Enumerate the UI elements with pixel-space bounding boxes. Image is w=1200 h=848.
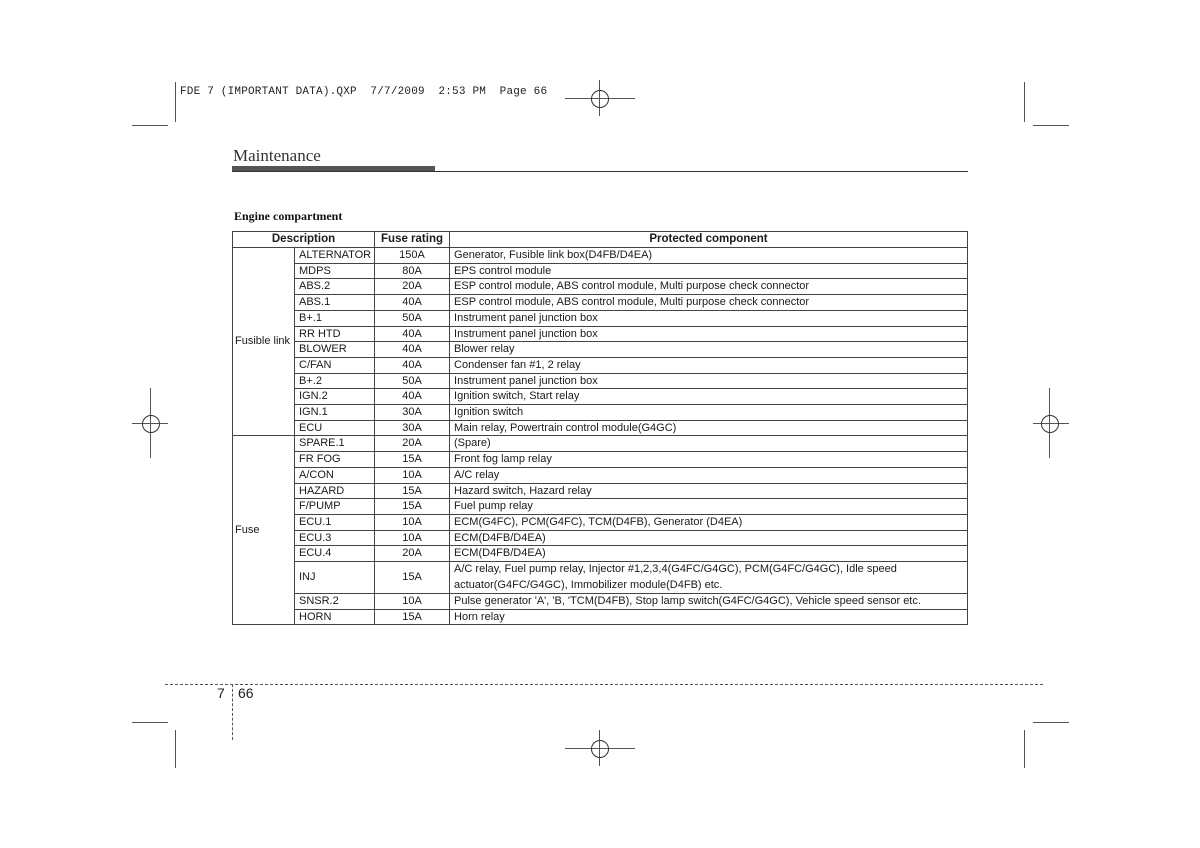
crop-mark	[1033, 125, 1069, 126]
protected-component: EPS control module	[450, 263, 968, 279]
registration-circle-icon	[1041, 415, 1059, 433]
protected-component: Blower relay	[450, 342, 968, 358]
protected-component: Horn relay	[450, 609, 968, 625]
footer-divider	[232, 684, 233, 740]
table-row	[233, 405, 968, 421]
table-row	[233, 436, 968, 452]
fuse-rating: 15A	[375, 609, 450, 625]
table-row	[233, 609, 968, 625]
protected-component: Front fog lamp relay	[450, 452, 968, 468]
fuse-rating: 10A	[375, 467, 450, 483]
fuse-rating: 10A	[375, 514, 450, 530]
fuse-name: ECU.1	[295, 514, 375, 530]
protected-component: Ignition switch, Start relay	[450, 389, 968, 405]
table-row	[233, 263, 968, 279]
column-header-fuse-rating: Fuse rating	[375, 232, 450, 248]
fuse-rating: 40A	[375, 295, 450, 311]
table-row	[233, 357, 968, 373]
table-row	[233, 452, 968, 468]
fuse-rating: 50A	[375, 310, 450, 326]
table-row	[233, 530, 968, 546]
fuse-rating: 15A	[375, 483, 450, 499]
fuse-rating: 150A	[375, 248, 450, 264]
protected-component: Pulse generator 'A', 'B, 'TCM(D4FB), Stop lamp switch(G4FC/G4GC), Vehicle speed sensor etc.	[450, 594, 968, 610]
footer-rule	[165, 684, 1043, 685]
chapter-number: 7	[217, 685, 225, 701]
fuse-name: ABS.2	[295, 279, 375, 295]
fuse-rating: 20A	[375, 546, 450, 562]
table-row	[233, 310, 968, 326]
fuse-name: RR HTD	[295, 326, 375, 342]
table-header-row	[233, 232, 968, 248]
fuse-name: C/FAN	[295, 357, 375, 373]
fuse-rating: 30A	[375, 405, 450, 421]
protected-component: Instrument panel junction box	[450, 310, 968, 326]
fuse-rating: 40A	[375, 326, 450, 342]
header-rule	[232, 171, 968, 172]
protected-component: (Spare)	[450, 436, 968, 452]
fuse-rating: 40A	[375, 389, 450, 405]
table-row	[233, 483, 968, 499]
fuse-table	[232, 231, 968, 625]
crop-mark	[132, 722, 168, 723]
protected-component: ECM(D4FB/D4EA)	[450, 530, 968, 546]
fuse-name: MDPS	[295, 263, 375, 279]
protected-component: A/C relay	[450, 467, 968, 483]
fuse-name: INJ	[295, 562, 375, 594]
column-header-description: Description	[233, 232, 375, 248]
table-body	[233, 248, 968, 625]
registration-circle-icon	[591, 90, 609, 108]
protected-component: A/C relay, Fuel pump relay, Injector #1,2,3,4(G4FC/G4GC), PCM(G4FC/G4GC), Idle speed actuator(G4FC/G4GC), Immobilizer module(D4FB) etc.	[450, 562, 968, 594]
fuse-name: ABS.1	[295, 295, 375, 311]
table-row	[233, 279, 968, 295]
fuse-rating: 30A	[375, 420, 450, 436]
protected-component: Instrument panel junction box	[450, 326, 968, 342]
table-row	[233, 499, 968, 515]
protected-component: Main relay, Powertrain control module(G4GC)	[450, 420, 968, 436]
table-row	[233, 373, 968, 389]
table-row	[233, 389, 968, 405]
fuse-rating: 15A	[375, 499, 450, 515]
protected-component: ECM(D4FB/D4EA)	[450, 546, 968, 562]
crop-mark	[1033, 722, 1069, 723]
fuse-name: IGN.1	[295, 405, 375, 421]
table-row	[233, 546, 968, 562]
table-row	[233, 326, 968, 342]
table-row	[233, 562, 968, 594]
fuse-name: BLOWER	[295, 342, 375, 358]
fuse-rating: 50A	[375, 373, 450, 389]
crop-mark	[1024, 730, 1025, 768]
group-label: Fuse	[233, 436, 295, 625]
crop-mark	[175, 82, 176, 122]
fuse-name: F/PUMP	[295, 499, 375, 515]
registration-circle-icon	[142, 415, 160, 433]
fuse-rating: 20A	[375, 279, 450, 295]
table-row	[233, 248, 968, 264]
protected-component: Instrument panel junction box	[450, 373, 968, 389]
fuse-rating: 80A	[375, 263, 450, 279]
column-header-protected-component: Protected component	[450, 232, 968, 248]
fuse-name: SPARE.1	[295, 436, 375, 452]
registration-circle-icon	[591, 740, 609, 758]
print-slug: FDE 7 (IMPORTANT DATA).QXP 7/7/2009 2:53 PM Page 66	[180, 86, 548, 98]
crop-mark	[175, 730, 176, 768]
table-row	[233, 295, 968, 311]
fuse-rating: 20A	[375, 436, 450, 452]
fuse-name: FR FOG	[295, 452, 375, 468]
crop-mark	[132, 125, 168, 126]
fuse-name: ECU.3	[295, 530, 375, 546]
table-row	[233, 467, 968, 483]
fuse-name: ECU	[295, 420, 375, 436]
crop-mark	[1024, 82, 1025, 122]
fuse-name: ECU.4	[295, 546, 375, 562]
protected-component: Condenser fan #1, 2 relay	[450, 357, 968, 373]
protected-component: Generator, Fusible link box(D4FB/D4EA)	[450, 248, 968, 264]
fuse-name: HAZARD	[295, 483, 375, 499]
fuse-name: SNSR.2	[295, 594, 375, 610]
table-row	[233, 420, 968, 436]
group-label: Fusible link	[233, 248, 295, 436]
page-header-title: Maintenance	[233, 146, 321, 165]
fuse-name: HORN	[295, 609, 375, 625]
fuse-name: B+.2	[295, 373, 375, 389]
fuse-name: B+.1	[295, 310, 375, 326]
fuse-rating: 10A	[375, 594, 450, 610]
fuse-rating: 40A	[375, 357, 450, 373]
fuse-name: A/CON	[295, 467, 375, 483]
fuse-rating: 10A	[375, 530, 450, 546]
fuse-rating: 15A	[375, 562, 450, 594]
fuse-rating: 15A	[375, 452, 450, 468]
protected-component: Hazard switch, Hazard relay	[450, 483, 968, 499]
fuse-name: IGN.2	[295, 389, 375, 405]
protected-component: Ignition switch	[450, 405, 968, 421]
protected-component: ECM(G4FC), PCM(G4FC), TCM(D4FB), Generator (D4EA)	[450, 514, 968, 530]
section-title: Engine compartment	[234, 209, 343, 223]
protected-component: ESP control module, ABS control module, Multi purpose check connector	[450, 279, 968, 295]
protected-component: ESP control module, ABS control module, Multi purpose check connector	[450, 295, 968, 311]
protected-component: Fuel pump relay	[450, 499, 968, 515]
fuse-name: ALTERNATOR	[295, 248, 375, 264]
page-number: 66	[238, 685, 254, 701]
fuse-rating: 40A	[375, 342, 450, 358]
table-row	[233, 594, 968, 610]
table-row	[233, 342, 968, 358]
table-row	[233, 514, 968, 530]
